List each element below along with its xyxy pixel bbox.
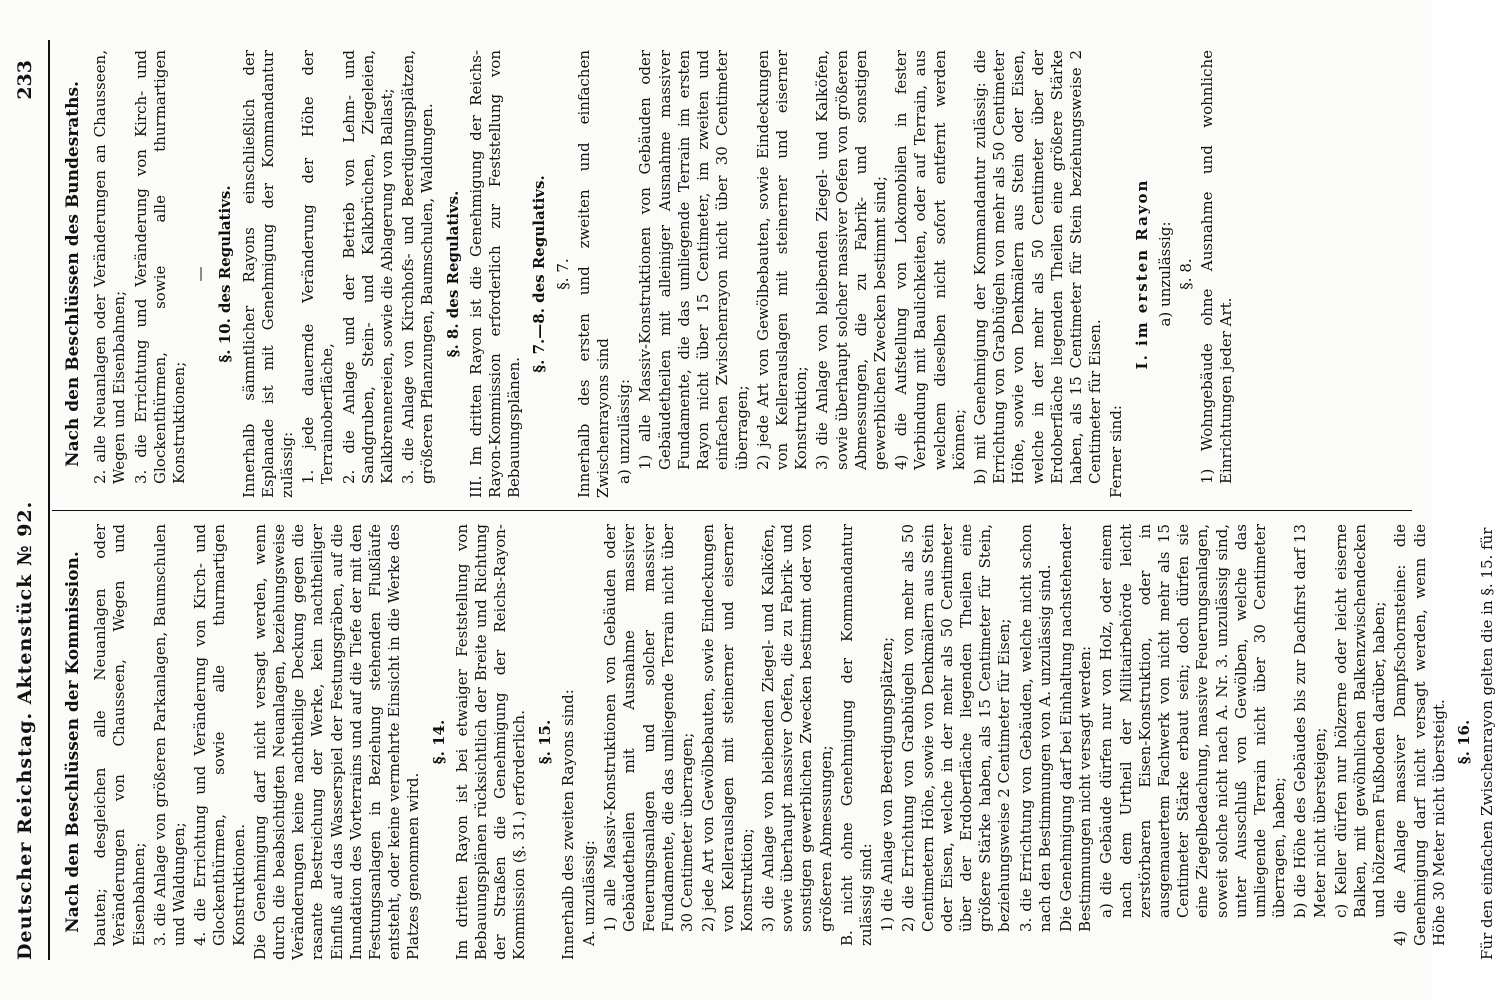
header-rule [48,40,50,960]
list-item: b) die Höhe des Gebäudes bis zur Dachfirst darf 13 Meter nicht übersteigen; [1291,524,1329,918]
list-item: a) die Gebäude dürfen nur von Holz, oder einem nach dem Urtheil der Militairbehörde leicht zerstörbaren Eisen-Konstruktion, oder in ausgemauertem Fachwerk von nicht mehr als 15 Centimeter Stärke erbaut sein; doch dürfen sie eine Ziegelbedachung, massive Feuerungsanlagen, soweit solche nicht nach A. Nr. 3. unzulässig sind, unter Ausschluß von Gewölben, welche das umliegende Terrain nicht über 30 Centimeter überragen, haben; [1097,524,1289,918]
bundesrath-column-heading: Nach den Beschlüssen des Bundesraths. [63,81,83,467]
text-line: A. unzulässig: [580,840,599,946]
text-line: B. nicht ohne Genehmigung der Kommandantur zulässig sind: [837,524,875,946]
section-heading: §. 10. des Regulativs. [216,185,235,363]
list-item: 2. die Anlage und der Betrieb von Lehm- und Sandgruben, Stein- und Kalkbrüchen, Ziegeleien, Kalkbrennereien, sowie die Ablagerung von Ballast; [339,50,397,484]
list-item: 3) die Anlage von bleibenden Ziegel- und Kalköfen, sowie überhaupt massiver Oefen, die zu Fabrik- und sonstigen gewerblichen Zwecken bestimmt oder von größeren Abmessungen; [758,524,835,932]
list-item: 1) Wohngebäude ohne Ausnahme und wohnliche Einrichtungen jeder Art. [1198,50,1236,484]
text-paragraph: Innerhalb sämmtlicher Rayons einschließlich der Esplanade ist mit Genehmigung der Kommandantur zulässig: [239,50,297,498]
section-heading: §. 16. [1455,719,1474,765]
section-heading: §. 14. [429,719,448,765]
text-paragraph: Die Genehmigung darf nicht versagt werden, wenn durch die beabsichtigten Neuanlagen, beziehungsweise Veränderungen keine nachtheilige Deckung gegen die rasante Bestreichung der Werke, kein nachtheiliger Einfluß auf das Wasserspiel der Festungsgräben, auf die Inundation des Vorterrains und auf die Tiefe der mit den Festungsanlagen in Beziehung stehenden Flußläufe entsteht, oder keine vermehrte Einsicht in die Werke des Platzes genommen wird. [250,524,423,960]
list-item: 1) alle Massiv-Konstruktionen von Gebäuden oder Gebäudetheilen mit Ausnahme massiver Feuerungsanlagen und solcher massiver Fundamente, die das umliegende Terrain nicht über 30 Centimeter überragen; [601,524,697,932]
section-heading: §. 7. [553,258,572,290]
bundesrath-column [58,50,1239,498]
section-heading: §. 15. [535,719,554,765]
section-heading: §. 8. [1176,258,1195,290]
list-item: 3) die Anlage von bleibenden Ziegel- und Kalköfen, sowie überhaupt solcher massiver Oefen von größeren Abmessungen, die zu Fabrik- und sonstigen gewerblichen Zwecken bestimmt sind; [813,50,889,470]
commission-column-heading: Nach den Beschlüssen der Kommission. [63,551,83,933]
list-item: 1. jede dauernde Veränderung der Höhe der Terrainoberfläche, [299,50,337,484]
list-item: 4) die Anlage massiver Dampfschornsteine: die Genehmigung darf nicht versagt werden, wenn die Höhe 30 Meter nicht übersteigt. [1391,524,1448,946]
list-item: 1) alle Massiv-Konstruktionen von Gebäuden oder Gebäudetheilen mit alleiniger Ausnahme massiver Fundamente, die das umliegende Terrain im ersten Rayon nicht über 15 Centimeter, im zweiten und einfachen Zwischenrayon nicht über 30 Centimeter überragen; [636,50,751,470]
list-item: 2) jede Art von Gewölbebauten, sowie Eindeckungen von Kellerauslagen mit steinerner und eiserner Konstruktion; [753,50,811,470]
text-line: Ferner sind: [1107,405,1126,498]
list-item: 4) die Aufstellung von Lokomobilen in fester Verbindung mit Baulichkeiten, oder auf Terrain, aus welchem dieselben nicht sofort entfernt werden können; [892,50,968,470]
section-heading: I. im ersten Rayon [1132,178,1151,370]
commission-column [58,524,1499,960]
page-number: 233 [14,60,36,100]
text-paragraph: III. Im dritten Rayon ist die Genehmigung der Reichs-Rayon-Kommission erforderlich zur Feststellung von Bebauungsplänen. [466,50,524,498]
text-paragraph: Innerhalb des zweiten Rayons sind: [558,689,577,960]
text-line: 3. die Anlage von größeren Parkanlagen, Baumschulen und Waldungen; [150,524,189,946]
list-item: 3. die Anlage von Kirchhofs- und Beerdigungsplätzen, größeren Pflanzungen, Baumschulen, Waldungen. [399,50,437,484]
text-line: 2. alle Neuanlagen oder Veränderungen an Chausseen, Wegen und Eisenbahnen; [91,50,129,484]
text-line: bauten; desgleichen alle Neuanlagen oder Veränderungen von Chausseen, Wegen und Eisenbahnen; [91,524,148,946]
text-line: a) unzulässig: [615,378,634,484]
text-line: 4. die Errichtung und Veränderung von Kirch- und Glockenthürmen, sowie alle thurmartigen Konstruktionen. [191,524,248,946]
list-item: b) mit Genehmigung der Kommandantur zulässig: die Errichtung von Grabhügeln von mehr als 50 Centimeter Höhe, sowie von Denkmälern aus Stein oder Eisen, welche in der mehr als 50 Centimeter über der Erdoberfläche liegenden Theilen eine größere Stärke haben, als 15 Centimeter für Stein beziehungsweise 2 Centimeter für Eisen. [970,50,1105,484]
section-heading: §. 7.—8. des Regulativs. [530,175,549,373]
text-paragraph: Für den einfachen Zwischenrayon gelten die in §. 15. für [1478,527,1497,960]
list-item: 2) jede Art von Gewölbebauten, sowie Eindeckungen von Kellerauslagen mit steinerner und eiserner Konstruktion; [699,524,756,932]
page-header [6,60,46,960]
text-line: Die Genehmigung darf bei Einhaltung nachstehender Bestimmungen nicht versagt werden: [1056,524,1095,932]
text-paragraph: Innerhalb des ersten und zweiten und einfachen Zwischenrayons sind [574,50,613,498]
text-line: a) unzulässig: [1155,221,1174,327]
text-paragraph: Im dritten Rayon ist bei etwaiger Feststellung von Bebauungsplänen rücksichtlich der Breite und Richtung der Straßen die Genehmigung der Reichs-Rayon-Kommission (§. 31.) erforderlich. [452,524,529,960]
list-item: 2) die Errichtung von Grabhügeln von mehr als 50 Centimetern Höhe, sowie von Denkmälern aus Stein oder Eisen, welche in der mehr als 50 Centimeter über der Erdoberfläche liegenden Theilen eine größere Stärke haben, als 15 Centimeter für Stein, beziehungsweise 2 Centimeter für Eisen; [899,524,1014,932]
list-item: 3. die Errichtung von Gebäuden, welche nicht schon nach den Bestimmungen von A. unzulässig sind. [1016,524,1054,932]
section-heading: §. 8. des Regulativs. [443,190,462,358]
column-divider [52,510,1412,511]
separator: — [191,266,210,282]
list-item: 1) die Anlage von Beerdigungsplätzen; [878,636,897,932]
list-item: c) Keller dürfen nur hölzerne oder leicht eiserne Balken, mit gewöhnlichen Balkenzwischendecken und hölzernen Fußboden darüber, haben; [1331,524,1389,918]
text-line: 3. die Errichtung und Veränderung von Kirch- und Glockenthürmen, sowie alle thurmartigen Konstruktionen; [131,50,189,484]
header-title: Deutscher Reichstag. Aktenstück № 92. [14,500,36,960]
